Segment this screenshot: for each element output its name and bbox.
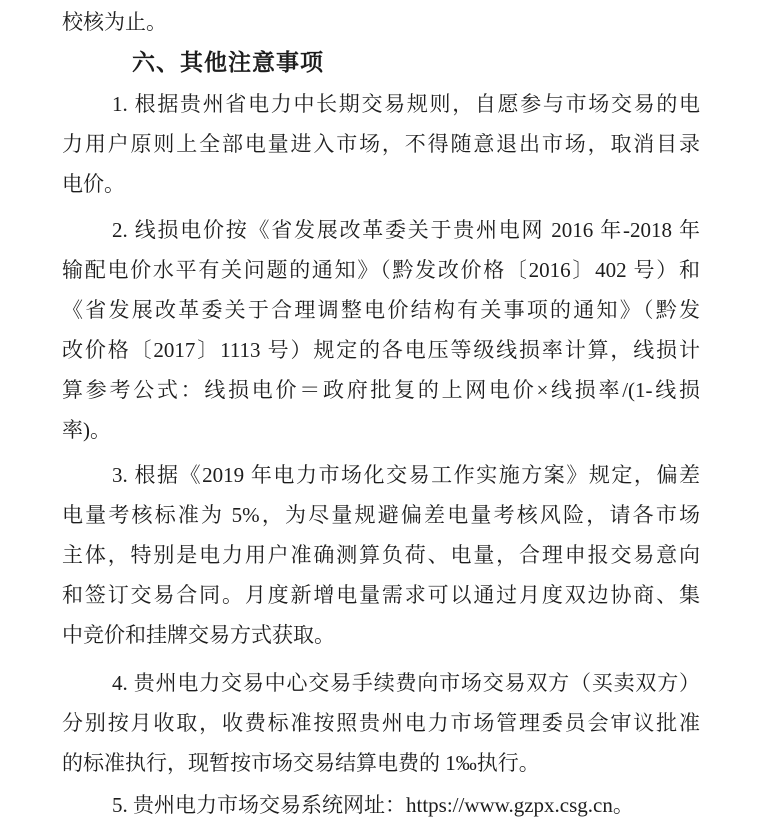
text-line: 改价格〔2017〕1113 号）规定的各电压等级线损率计算，线损计 [62, 338, 700, 362]
text-line: 和签订交易合同。月度新增电量需求可以通过月度双边协商、集 [62, 583, 700, 607]
text-line: 算参考公式：线损电价＝政府批复的上网电价×线损率/(1-线损 [62, 378, 700, 402]
text-line: 3. 根据《2019 年电力市场化交易工作实施方案》规定，偏差 [112, 463, 700, 487]
text-line-with-url: 5. 贵州电力市场交易系统网址：https://www.gzpx.csg.cn。 [112, 793, 634, 817]
text-line: 4. 贵州电力交易中心交易手续费向市场交易双方（买卖双方） [112, 671, 700, 695]
text-line: 主体，特别是电力用户准确测算负荷、电量，合理申报交易意向 [62, 543, 700, 567]
paragraph-item-5 [62, 785, 700, 818]
text-line: 电量考核标准为 5%，为尽量规避偏差电量考核风险，请各市场 [62, 503, 700, 527]
text-line: 2. 线损电价按《省发展改革委关于贵州电网 2016 年-2018 年 [112, 218, 700, 242]
text-line: 中竞价和挂牌交易方式获取。 [62, 623, 335, 647]
paragraph-item-4 [62, 663, 700, 783]
paragraph-continuation [62, 2, 700, 42]
text-line: 输配电价水平有关问题的通知》（黔发改价格〔2016〕402 号）和 [62, 258, 700, 282]
paragraph-item-2 [62, 210, 700, 450]
text-line: 校核为止。 [62, 10, 167, 34]
text-line: 分别按月收取，收费标准按照贵州电力市场管理委员会审议批准 [62, 711, 700, 735]
text-line: 力用户原则上全部电量进入市场，不得随意退出市场，取消目录 [62, 132, 700, 156]
section-heading: 六、其他注意事项 [132, 49, 324, 75]
paragraph-item-3 [62, 455, 700, 655]
text-line: 率)。 [62, 418, 111, 442]
text-line: 的标准执行，现暂按市场交易结算电费的 1‰执行。 [62, 751, 540, 775]
text-line: 电价。 [62, 172, 125, 196]
paragraph-item-1 [62, 84, 700, 204]
text-line: 1. 根据贵州省电力中长期交易规则，自愿参与市场交易的电 [112, 92, 700, 116]
text-line: 《省发展改革委关于合理调整电价结构有关事项的通知》（黔发 [62, 298, 700, 322]
